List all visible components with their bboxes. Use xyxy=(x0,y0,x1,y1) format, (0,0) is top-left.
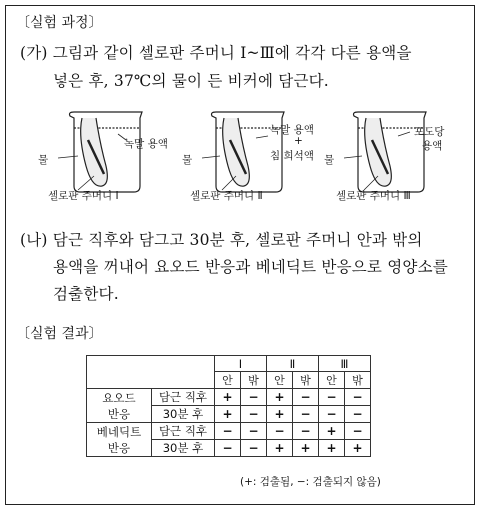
time-label: 담근 직후 xyxy=(152,389,215,406)
in-out-header: 밖 xyxy=(345,372,371,389)
group-label-line2: 반응 xyxy=(107,406,131,421)
in-out-header: 안 xyxy=(267,372,293,389)
group-label-line1: 베네딕트 xyxy=(96,424,142,439)
group-label-line1: 요오드 xyxy=(102,390,136,405)
in-out-header: 밖 xyxy=(241,372,267,389)
group-label xyxy=(87,423,152,457)
beaker2-water-label: 물 xyxy=(182,154,193,166)
step-na-line2: 용액을 꺼내어 요오드 반응과 베네딕트 반응으로 영양소를 xyxy=(53,258,448,276)
result-cell: − xyxy=(215,440,241,457)
result-cell: − xyxy=(241,423,267,440)
bag-header-3: Ⅲ xyxy=(319,356,371,372)
result-cell: − xyxy=(345,423,371,440)
table-row xyxy=(87,423,371,440)
beaker2-bag-label: 셀로판 주머니 Ⅱ xyxy=(190,190,263,202)
result-cell: + xyxy=(319,440,345,457)
group-label-line2: 반응 xyxy=(107,440,131,455)
step-ga-line2: 넣은 후, 37℃의 물이 든 비커에 담근다. xyxy=(53,72,329,90)
result-cell: + xyxy=(267,389,293,406)
result-cell: − xyxy=(241,389,267,406)
result-cell: − xyxy=(241,440,267,457)
result-heading: 〔실험 결과〕 xyxy=(16,326,103,342)
step-na-line3: 검출한다. xyxy=(53,285,119,303)
beaker3-water-label: 물 xyxy=(324,154,335,166)
result-cell: + xyxy=(319,423,345,440)
result-cell: − xyxy=(293,406,319,423)
in-out-header: 안 xyxy=(215,372,241,389)
beaker1-water-label: 물 xyxy=(38,154,49,166)
result-cell: + xyxy=(345,440,371,457)
result-cell: − xyxy=(293,423,319,440)
in-out-header: 안 xyxy=(319,372,345,389)
result-cell: + xyxy=(293,440,319,457)
beaker2-solution-line2: + xyxy=(294,135,303,147)
result-cell: + xyxy=(267,440,293,457)
beaker-figure xyxy=(30,106,470,210)
result-cell: + xyxy=(267,406,293,423)
group-label xyxy=(87,389,152,423)
result-cell: + xyxy=(215,389,241,406)
beaker3-bag-label: 셀로판 주머니 Ⅲ xyxy=(336,190,411,202)
step-na-line1: (나) 담근 직후와 담그고 30분 후, 셀로판 주머니 안과 밖의 xyxy=(20,231,423,249)
result-cell: − xyxy=(267,423,293,440)
step-ga-line1: (가) 그림과 같이 셀로판 주머니 Ⅰ~Ⅲ에 각각 다른 용액을 xyxy=(20,44,412,62)
beaker1-solution-label: 녹말 용액 xyxy=(124,138,168,150)
table-row xyxy=(87,356,371,372)
beaker2-solution-line3: 침 희석액 xyxy=(270,150,314,162)
result-cell: − xyxy=(319,406,345,423)
time-label: 30분 후 xyxy=(152,406,215,423)
result-cell: − xyxy=(319,389,345,406)
time-label: 담근 직후 xyxy=(152,423,215,440)
process-heading: 〔실험 과정〕 xyxy=(16,15,103,31)
in-out-header: 밖 xyxy=(293,372,319,389)
result-cell: − xyxy=(293,389,319,406)
beaker2-solution-line1: 녹말 용액 xyxy=(270,124,314,136)
table-row xyxy=(87,389,371,406)
beaker3-solution-line1: 포도당 xyxy=(414,126,445,138)
result-cell: + xyxy=(215,406,241,423)
legend-note: (+: 검출됨, −: 검출되지 않음) xyxy=(240,476,381,488)
result-cell: − xyxy=(345,406,371,423)
result-cell: − xyxy=(345,389,371,406)
beaker3-solution-line2: 용액 xyxy=(422,140,443,152)
bag-header-2: Ⅱ xyxy=(267,356,319,372)
beaker1-bag-label: 셀로판 주머니 Ⅰ xyxy=(48,190,119,202)
result-table xyxy=(86,355,371,457)
result-cell: − xyxy=(215,423,241,440)
bag-header-1: Ⅰ xyxy=(215,356,267,372)
corner-cell xyxy=(87,356,215,389)
time-label: 30분 후 xyxy=(152,440,215,457)
result-cell: − xyxy=(241,406,267,423)
